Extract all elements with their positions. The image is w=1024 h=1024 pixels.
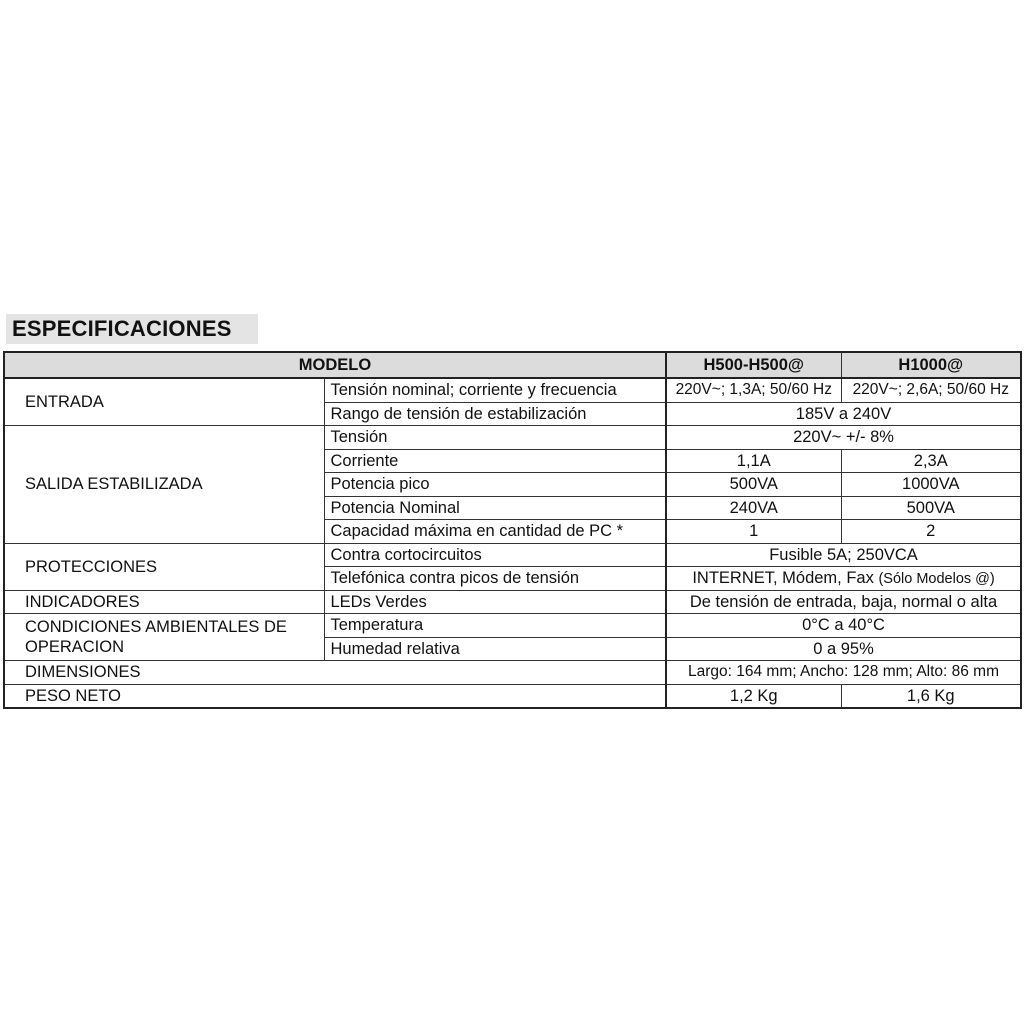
cell-value: 2,3A xyxy=(841,449,1021,473)
category-protecciones: PROTECCIONES xyxy=(4,543,324,590)
row-label: Potencia Nominal xyxy=(324,496,666,520)
cell-value: 2 xyxy=(841,520,1021,544)
cell-value: 220V~; 2,6A; 50/60 Hz xyxy=(841,378,1021,402)
row-label: Temperatura xyxy=(324,614,666,638)
cell-value: Largo: 164 mm; Ancho: 128 mm; Alto: 86 mm xyxy=(666,661,1021,685)
cell-value: 220V~; 1,3A; 50/60 Hz xyxy=(666,378,841,402)
category-indicadores: INDICADORES xyxy=(4,590,324,614)
table-row xyxy=(4,378,1021,402)
cell-value: 500VA xyxy=(841,496,1021,520)
cell-value: 0 a 95% xyxy=(666,637,1021,661)
table-row xyxy=(4,590,1021,614)
telef-value: INTERNET, Módem, Fax xyxy=(692,568,874,587)
page-title: ESPECIFICACIONES xyxy=(6,314,258,344)
telef-note: (Sólo Modelos @) xyxy=(878,570,995,587)
cell-value: De tensión de entrada, baja, normal o alta xyxy=(666,590,1021,614)
category-peso: PESO NETO xyxy=(4,684,666,708)
row-label: Tensión xyxy=(324,426,666,450)
row-label: Contra cortocircuitos xyxy=(324,543,666,567)
cell-value: Fusible 5A; 250VCA xyxy=(666,543,1021,567)
table-row xyxy=(4,426,1021,450)
row-label: Humedad relativa xyxy=(324,637,666,661)
row-label: LEDs Verdes xyxy=(324,590,666,614)
table-header-row xyxy=(4,352,1021,378)
category-condiciones: CONDICIONES AMBIENTALES DE OPERACION xyxy=(4,614,324,661)
category-salida: SALIDA ESTABILIZADA xyxy=(4,426,324,544)
cell-value: 1,6 Kg xyxy=(841,684,1021,708)
table-row xyxy=(4,661,1021,685)
spec-table xyxy=(3,351,1022,709)
row-label: Rango de tensión de estabilización xyxy=(324,402,666,426)
header-model-a: H500-H500@ xyxy=(666,352,841,378)
cell-value: 0°C a 40°C xyxy=(666,614,1021,638)
row-label: Corriente xyxy=(324,449,666,473)
table-row xyxy=(4,543,1021,567)
table-row xyxy=(4,684,1021,708)
cell-value: 500VA xyxy=(666,473,841,497)
cell-value: 1 xyxy=(666,520,841,544)
cell-value: 1000VA xyxy=(841,473,1021,497)
row-label: Potencia pico xyxy=(324,473,666,497)
header-modelo: MODELO xyxy=(4,352,666,378)
cell-value: 185V a 240V xyxy=(666,402,1021,426)
row-label: Capacidad máxima en cantidad de PC * xyxy=(324,520,666,544)
row-label: Telefónica contra picos de tensión xyxy=(324,567,666,591)
category-dimensiones: DIMENSIONES xyxy=(4,661,666,685)
header-model-b: H1000@ xyxy=(841,352,1021,378)
row-label: Tensión nominal; corriente y frecuencia xyxy=(324,378,666,402)
cell-value: 1,1A xyxy=(666,449,841,473)
cell-value xyxy=(666,567,1021,591)
cell-value: 220V~ +/- 8% xyxy=(666,426,1021,450)
category-entrada: ENTRADA xyxy=(4,378,324,426)
table-row xyxy=(4,614,1021,638)
cell-value: 1,2 Kg xyxy=(666,684,841,708)
cell-value: 240VA xyxy=(666,496,841,520)
